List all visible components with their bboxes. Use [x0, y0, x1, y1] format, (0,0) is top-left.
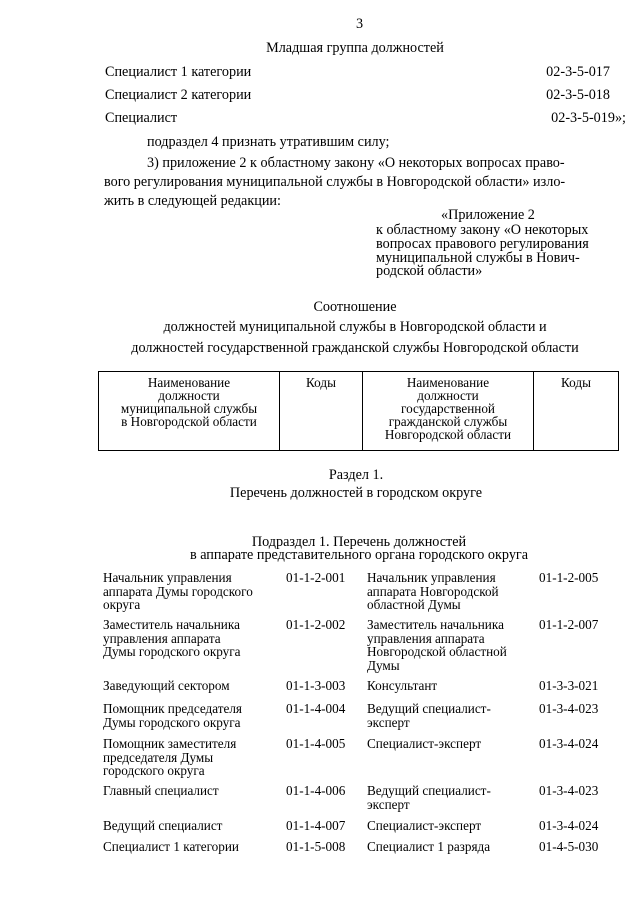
gov-code: 01-3-4-024 [539, 818, 599, 833]
mun-position: Главный специалист [103, 783, 219, 798]
appendix-line1: «Приложение 2 [441, 207, 535, 223]
header-table [98, 371, 619, 451]
junior-code-2: 02-3-5-018 [546, 87, 610, 103]
gov-position: Ведущий специалист- эксперт [367, 701, 491, 730]
mun-code: 01-1-4-006 [286, 783, 346, 798]
mun-position: Ведущий специалист [103, 818, 223, 833]
mun-position: Помощник председателя Думы городского округа [103, 701, 242, 730]
gov-code: 01-3-4-023 [539, 701, 599, 716]
appendix-line3: вопросах правового регулирования [376, 236, 589, 252]
appendix-line5: родской области» [376, 263, 483, 279]
gov-position: Ведущий специалист- эксперт [367, 783, 491, 812]
gov-code: 01-3-3-021 [539, 678, 599, 693]
paragraph-repeal: подраздел 4 признать утратившим силу; [147, 134, 390, 150]
junior-code-3: 02-3-5-019»; [551, 110, 626, 126]
gov-code: 01-1-2-007 [539, 617, 599, 632]
mun-position: Заведующий сектором [103, 678, 230, 693]
junior-title-3: Специалист [105, 110, 178, 126]
mun-code: 01-1-2-002 [286, 617, 346, 632]
gov-position: Специалист 1 разряда [367, 839, 491, 854]
title-line3: должностей государственной гражданской службы Новгородской области [131, 340, 579, 356]
gov-position: Специалист-эксперт [367, 818, 482, 833]
page-number: 3 [356, 16, 364, 32]
header-mun-code: Коды [280, 372, 363, 451]
mun-position: Помощник заместителя председателя Думы городского округа [103, 736, 237, 778]
gov-position: Специалист-эксперт [367, 736, 482, 751]
gov-code: 01-3-4-023 [539, 783, 599, 798]
subsection-line2: в аппарате представительного органа городского округа [189, 547, 529, 563]
paragraph-amend-line1: 3) приложение 2 к областному закону «О некоторых вопросах право- [147, 155, 565, 171]
mun-code: 01-1-4-007 [286, 818, 346, 833]
gov-position: Консультант [367, 678, 438, 693]
junior-title-2: Специалист 2 категории [105, 87, 252, 103]
junior-group-heading: Младшая группа должностей [266, 40, 444, 56]
mun-code: 01-1-4-005 [286, 736, 346, 751]
gov-position: Начальник управления аппарата Новгородской областной Думы [367, 570, 499, 612]
mun-position: Специалист 1 категории [103, 839, 239, 854]
header-gov-name: Наименование должности государственной гражданской службы Новгородской области [363, 372, 534, 451]
paragraph-amend-line2: вого регулирования муниципальной службы в Новгородской области» изло- [104, 174, 566, 190]
header-mun-name: Наименование должности муниципальной службы в Новгородской области [99, 372, 280, 451]
gov-code: 01-1-2-005 [539, 570, 599, 585]
paragraph-amend-line3: жить в следующей редакции: [104, 193, 281, 209]
title-line2: должностей муниципальной службы в Новгородской области и [163, 319, 547, 335]
mun-position: Начальник управления аппарата Думы городского округа [103, 570, 253, 612]
junior-title-1: Специалист 1 категории [105, 64, 252, 80]
mun-position: Заместитель начальника управления аппарата Думы городского округа [103, 617, 241, 659]
junior-code-1: 02-3-5-017 [546, 64, 610, 80]
gov-code: 01-4-5-030 [539, 839, 599, 854]
gov-position: Заместитель начальника управления аппарата Новгородской областной Думы [367, 617, 507, 673]
section-line2: Перечень должностей в городском округе [229, 485, 483, 501]
mun-code: 01-1-4-004 [286, 701, 346, 716]
gov-code: 01-3-4-024 [539, 736, 599, 751]
subsection-line1: Подраздел 1. Перечень должностей [251, 534, 467, 550]
mun-code: 01-1-5-008 [286, 839, 346, 854]
section-line1: Раздел 1. [328, 467, 384, 483]
mun-code: 01-1-2-001 [286, 570, 346, 585]
appendix-line2: к областному закону «О некоторых [376, 222, 589, 238]
mun-code: 01-1-3-003 [286, 678, 346, 693]
title-line1: Соотношение [313, 299, 397, 315]
appendix-line4: муниципальной службы в Нович- [376, 250, 580, 266]
header-gov-code: Коды [534, 372, 619, 451]
